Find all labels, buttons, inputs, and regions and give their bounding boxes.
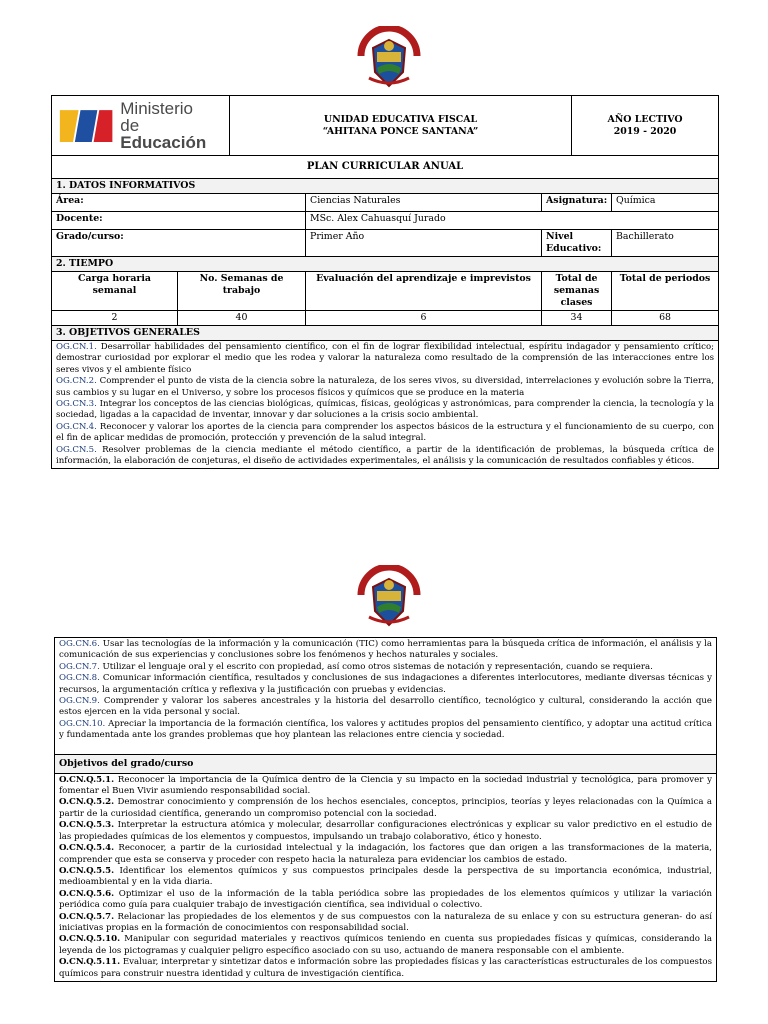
- year-label: AÑO LECTIVO: [607, 113, 683, 125]
- list-item: O.CN.Q.5.7. Relacionar las propiedades de los elementos y de sus compuestos con la naturaleza de su enlace y con su estructura generan- do así iniciativas propias en la formación de conocimientos con responsabilidad social.: [59, 911, 712, 933]
- school-name-line1: UNIDAD EDUCATIVA FISCAL: [323, 113, 478, 125]
- section-datos: 1. DATOS INFORMATIVOS: [52, 179, 719, 194]
- list-item: O.CN.Q.5.3. Interpretar la estructura atómica y molecular, desarrollar configuraciones electrónicas y explicar su valor predictivo en el estudio de las propiedades químicas de los elementos y compuestos, impulsando un trabajo colaborativo, ético y honesto.: [59, 820, 712, 842]
- tiempo-header: Total de semanas clases: [542, 272, 612, 311]
- docente-label: Docente:: [52, 212, 306, 230]
- tiempo-value: 2: [52, 311, 178, 326]
- list-item: OG.CN.7. Utilizar el lenguaje oral y el escrito con propiedad, así como otros sistemas de notación y representación, cuando se requiera.: [59, 661, 653, 672]
- list-item: OG.CN.5. Resolver problemas de la ciencia mediante el método científico, a partir de la identificación de problemas, la búsqueda crítica de información, la elaboración de conjeturas, el diseño de actividades experimentales, el análisis y la comunicación de resultados confiables y éticos.: [56, 444, 715, 467]
- list-item: O.CN.Q.5.4. Reconocer, a partir de la curiosidad intelectual y la indagación, los factores que dan origen a las transformaciones de la materia, comprender que esta se conserva y proceder con respeto hacia la naturaleza para evidenciar los cambios de estado.: [59, 843, 712, 865]
- list-item: O.CN.Q.5.6. Optimizar el uso de la información de la tabla periódica sobre las propiedades de los elementos químicos y utilizar la variación periódica como guía para cualquier trabajo de investigación científica, sea individual o colectivo.: [59, 888, 712, 911]
- list-item: O.CN.Q.5.10. Manipular con seguridad materiales y reactivos químicos teniendo en cuenta sus propiedades físicas y químicas, considerando la leyenda de los pictogramas y cualquier peligro específico asociado con su uso, actuando de manera responsable con el ambiente.: [59, 934, 712, 956]
- nivel-label: Nivel Educativo:: [542, 230, 612, 257]
- section-objetivos-generales: 3. OBJETIVOS GENERALES: [52, 326, 719, 341]
- tiempo-value: 68: [612, 311, 719, 326]
- tiempo-header: Total de periodos: [612, 272, 719, 311]
- tiempo-header: Carga horaria semanal: [52, 272, 178, 311]
- tiempo-header: Evaluación del aprendizaje e imprevistos: [306, 272, 542, 311]
- objetivos-generales-cont-list: [55, 638, 717, 755]
- area-value: Ciencias Naturales: [306, 194, 542, 212]
- grado-label: Grado/curso:: [52, 230, 306, 257]
- list-item: O.CN.Q.5.2. Demostrar conocimiento y comprensión de los hechos esenciales, conceptos, principios, teorías y leyes relacionadas con la Química a partir de la curiosidad científica, generando un compromiso potencial con la sociedad.: [59, 797, 712, 819]
- page2-table: [54, 637, 717, 982]
- list-item: OG.CN.10. Apreciar la importancia de la formación científica, los valores y actitudes propios del pensamiento científico, y adoptar una actitud crítica y fundamentada ante los grandes problemas que hoy plantean las relaciones entre ciencia y sociedad.: [59, 718, 712, 741]
- year-value: 2019 - 2020: [613, 125, 677, 137]
- asignatura-value: Química: [612, 194, 719, 212]
- school-emblem-icon: [355, 26, 423, 94]
- list-item: O.CN.Q.5.5. Identificar los elementos químicos y sus compuestos principales desde la perspectiva de su importancia económica, industrial, medioambiental y en la vida diaria.: [59, 865, 712, 888]
- asignatura-label: Asignatura:: [542, 194, 612, 212]
- objetivos-grado-list: [55, 773, 717, 981]
- school-year: [572, 96, 719, 156]
- list-item: OG.CN.3. Integrar los conceptos de las ciencias biológicas, químicas, físicas, geológicas y astronómicas, para comprender la ciencia, la tecnología y la sociedad, ligadas a la capacidad de inventar, innovar y dar soluciones a la crisis socio ambiental.: [56, 399, 715, 421]
- list-item: OG.CN.1. Desarrollar habilidades del pensamiento científico, con el fin de lograr flexibilidad intelectual, espíritu indagador y pensamiento crítico; demostrar curiosidad por explorar el medio que les rodea y valorar la naturaleza como resultado de la comprensión de las interacciones entre los seres vivos y el ambiente físico: [56, 342, 715, 375]
- section-objetivos-grado: Objetivos del grado/curso: [55, 754, 717, 773]
- section-tiempo: 2. TIEMPO: [52, 257, 719, 272]
- ministry-name-line1: Ministerio: [120, 99, 193, 118]
- page1-table: [51, 95, 719, 469]
- plan-title: PLAN CURRICULAR ANUAL: [52, 156, 719, 179]
- list-item: OG.CN.9. Comprender y valorar los saberes ancestrales y la historia del desarrollo científico, tecnológico y cultural, considerando la acción que estos ejercen en la vida personal y social.: [59, 696, 712, 718]
- list-item: OG.CN.4. Reconocer y valorar los aportes de la ciencia para comprender los aspectos básicos de la estructura y el funcionamiento de su cuerpo, con el fin de aplicar medidas de promoción, protección y prevención de la salud integral.: [56, 421, 715, 444]
- area-label: Área:: [52, 194, 306, 212]
- list-item: OG.CN.2. Comprender el punto de vista de la ciencia sobre la naturaleza, de los seres vivos, su diversidad, interrelaciones y evolución sobre la Tierra, sus cambios y su lugar en el Universo, y sobre los procesos físicos y químicos que se produce en la materia: [56, 376, 715, 398]
- list-item: O.CN.Q.5.11. Evaluar, interpretar y sintetizar datos e información sobre las propiedades físicas y las características estructurales de los compuestos químicos para construir nuestra identidad y cultura de investigación científica.: [59, 957, 712, 979]
- tiempo-header: No. Semanas de trabajo: [178, 272, 306, 311]
- school-name-line2: “AHITANA PONCE SANTANA”: [322, 125, 479, 137]
- grado-value: Primer Año: [306, 230, 542, 257]
- ministry-name-educacion: Educación: [120, 133, 207, 152]
- tiempo-value: 40: [178, 311, 306, 326]
- tiempo-value: 34: [542, 311, 612, 326]
- list-item: OG.CN.6. Usar las tecnologías de la información y la comunicación (TIC) como herramientas para la búsqueda crítica de información, el análisis y la comunicación de sus experiencias y conclusiones sobre los fenómenos y hechos naturales y sociales.: [59, 639, 712, 661]
- school-emblem-icon: [355, 565, 423, 633]
- ministry-logo: [52, 96, 230, 156]
- list-item: O.CN.Q.5.1. Reconocer la importancia de la Química dentro de la Ciencia y su impacto en la sociedad industrial y tecnológica, para promover y fomentar el Buen Vivir asumiendo responsabilidad social.: [59, 774, 712, 797]
- school-name: [230, 96, 572, 156]
- ministry-name-de: de: [120, 116, 140, 135]
- nivel-value: Bachillerato: [612, 230, 719, 257]
- tiempo-value: 6: [306, 311, 542, 326]
- list-item: OG.CN.8. Comunicar información científica, resultados y conclusiones de sus indagaciones a diferentes interlocutores, mediante diversas técnicas y recursos, la argumentación crítica y reflexiva y la justificación con pruebas y evidencias.: [59, 673, 712, 695]
- docente-value: MSc. Alex Cahuasquí Jurado: [306, 212, 719, 230]
- objetivos-generales-list: [52, 341, 719, 469]
- ministry-logo-icon: [58, 105, 114, 147]
